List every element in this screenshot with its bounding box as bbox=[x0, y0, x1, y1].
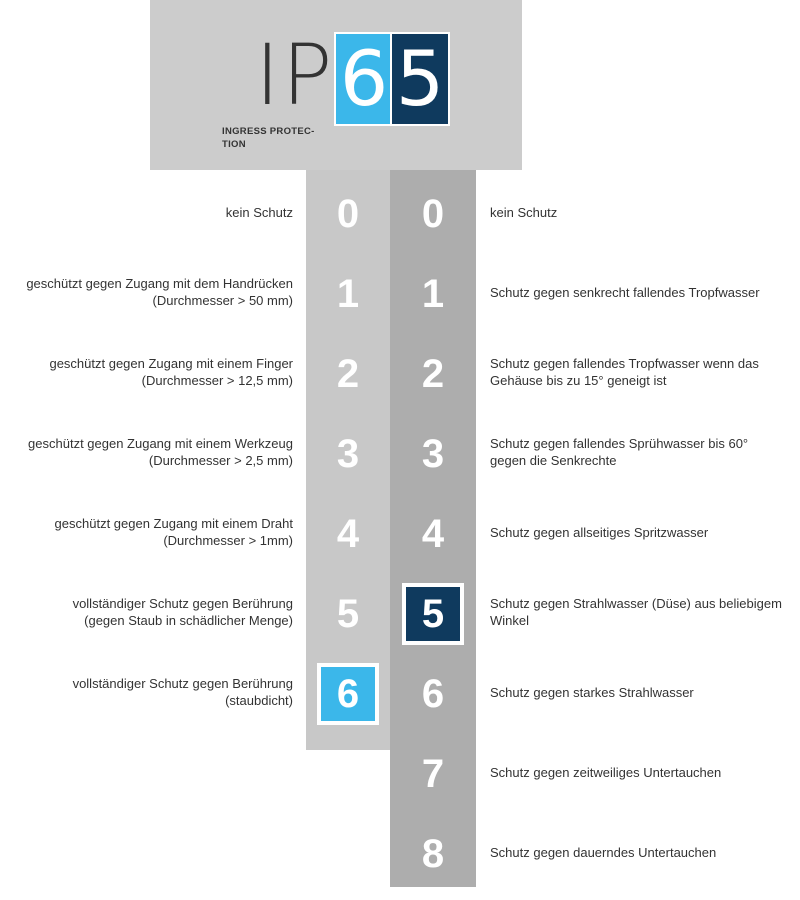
label-line1: geschützt gegen Zugang mit einem Draht bbox=[54, 516, 293, 531]
label-line1: Schutz gegen fallendes Sprühwasser bis 60° bbox=[490, 436, 749, 451]
water-digit-2: 2 bbox=[421, 352, 445, 396]
solid-digit-4: 4 bbox=[336, 512, 360, 556]
water-digit-6: 6 bbox=[421, 672, 445, 716]
label-line1: Schutz gegen zeitweiliges Untertauchen bbox=[490, 764, 722, 780]
label-line1: Schutz gegen starkes Strahlwasser bbox=[490, 684, 694, 700]
solid-label-6 bbox=[73, 675, 293, 709]
label-line2: (Durchmesser > 1mm) bbox=[163, 533, 293, 548]
label-line2: (Durchmesser > 12,5 mm) bbox=[141, 373, 293, 388]
water-label-0 bbox=[490, 204, 800, 221]
ip-second-digit: 5 bbox=[390, 32, 450, 126]
label-line1: vollständiger Schutz gegen Berührung bbox=[72, 596, 293, 611]
solid-digit-1: 1 bbox=[336, 272, 360, 316]
water-digit-0: 0 bbox=[421, 192, 445, 236]
solid-label-4 bbox=[55, 515, 293, 549]
label-line1: geschützt gegen Zugang mit dem Handrücken bbox=[26, 276, 293, 291]
water-digit-3: 3 bbox=[421, 432, 445, 476]
label-line1: Schutz gegen Strahlwasser (Düse) aus beliebigem bbox=[490, 596, 782, 611]
water-digit-4: 4 bbox=[421, 512, 445, 556]
label-line1: Schutz gegen dauerndes Untertauchen bbox=[490, 844, 717, 860]
water-label-6 bbox=[490, 684, 800, 701]
water-label-8 bbox=[490, 844, 800, 861]
water-digit-5: 5 bbox=[421, 592, 445, 636]
label-line1: Schutz gegen allseitiges Spritzwasser bbox=[490, 524, 709, 540]
water-label-4 bbox=[490, 524, 800, 541]
solid-label-1 bbox=[26, 275, 293, 309]
label-line1: kein Schutz bbox=[225, 204, 293, 220]
ip-subtitle-line1: INGRESS PROTEC- bbox=[222, 126, 315, 137]
solid-label-0 bbox=[226, 204, 293, 221]
label-line2: (Durchmesser > 50 mm) bbox=[152, 293, 293, 308]
solid-digit-6: 6 bbox=[336, 672, 360, 716]
water-label-3 bbox=[490, 435, 800, 469]
label-line2: (gegen Staub in schädlicher Menge) bbox=[84, 613, 293, 628]
ip-first-digit: 6 bbox=[334, 32, 394, 126]
water-label-1 bbox=[490, 284, 800, 301]
water-digit-7: 7 bbox=[421, 752, 445, 796]
label-line2: (Durchmesser > 2,5 mm) bbox=[148, 453, 293, 468]
solid-digit-2: 2 bbox=[336, 352, 360, 396]
label-line1: geschützt gegen Zugang mit einem Finger bbox=[49, 356, 293, 371]
solid-label-5 bbox=[73, 595, 293, 629]
solid-digit-5: 5 bbox=[336, 592, 360, 636]
label-line2: Winkel bbox=[490, 613, 530, 628]
ip-title: IP bbox=[255, 26, 335, 124]
label-line2: Gehäuse bis zu 15° geneigt ist bbox=[490, 373, 667, 388]
label-line2: gegen die Senkrechte bbox=[490, 453, 617, 468]
solid-digit-0: 0 bbox=[336, 192, 360, 236]
solid-digit-3: 3 bbox=[336, 432, 360, 476]
label-line1: vollständiger Schutz gegen Berührung bbox=[72, 676, 293, 691]
water-label-2 bbox=[490, 355, 800, 389]
water-digit-8: 8 bbox=[421, 832, 445, 876]
water-digit-1: 1 bbox=[421, 272, 445, 316]
ip-subtitle bbox=[222, 125, 322, 151]
water-label-7 bbox=[490, 764, 800, 781]
solid-label-3 bbox=[28, 435, 293, 469]
label-line1: Schutz gegen senkrecht fallendes Tropfwasser bbox=[490, 284, 760, 300]
label-line1: Schutz gegen fallendes Tropfwasser wenn das bbox=[490, 356, 759, 371]
solid-label-2 bbox=[49, 355, 293, 389]
label-line1: kein Schutz bbox=[490, 204, 558, 220]
label-line2: (staubdicht) bbox=[225, 693, 293, 708]
label-line1: geschützt gegen Zugang mit einem Werkzeug bbox=[28, 436, 293, 451]
ip-subtitle-line2: TION bbox=[222, 139, 246, 150]
water-label-5 bbox=[490, 595, 800, 629]
